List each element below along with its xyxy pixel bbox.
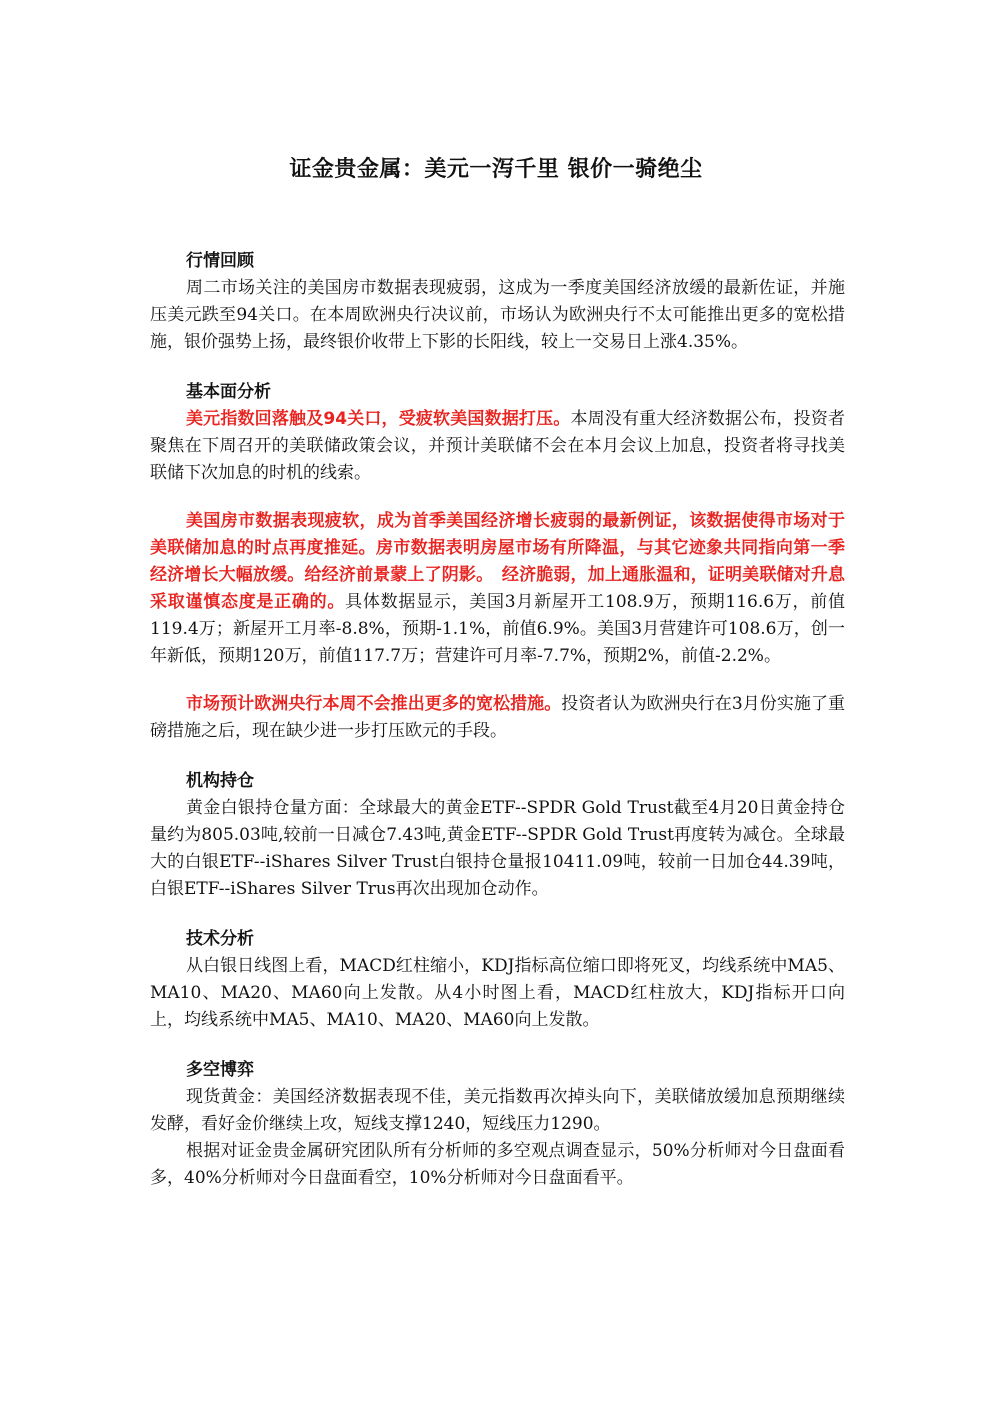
highlight-text: 美国房市数据表现疲软，成为首季美国经济增长疲弱的最新例证，该数据使得市场对于美联储加息的时点再度推延。房市数据表明房屋市场有所降温，与其它迹象共同指向第一季经济增长大幅放缓。给经济前景蒙上了阴影。 经济脆弱，加上通胀温和，证明美联储对升息采取谨慎态度是正确的。 xyxy=(150,511,845,612)
paragraph-positions: 黄金白银持仓量方面：全球最大的黄金ETF--SPDR Gold Trust截至4月20日黄金持仓量约为805.03吨,较前一日减仓7.43吨,黄金ETF--SPDR Gold Trust再度转为减仓。全球最大的白银ETF--iShares Silver Trust白银持仓量报10411.09吨，较前一日加仓44.39吨，白银ETF--iShares Silver Trus再次出现加仓动作。 xyxy=(150,798,845,899)
section-fundamental xyxy=(150,379,845,745)
document-title: 证金贵金属：美元一泻千里 银价一骑绝尘 xyxy=(289,157,703,182)
section-heading-positions: 机构持仓 xyxy=(186,771,254,791)
paragraph-review: 周二市场关注的美国房市数据表现疲弱，这成为一季度美国经济放缓的最新佐证，并施压美元跌至94关口。在本周欧洲央行决议前，市场认为欧洲央行不太可能推出更多的宽松措施，银价强势上扬，最终银价收带上下影的长阳线，较上一交易日上涨4.35%。 xyxy=(150,278,845,352)
body-text: 具体数据显示，美国3月新屋开工108.9万，预期116.6万，前值119.4万；新屋开工月率-8.8%，预期-1.1%，前值6.9%。美国3月营建许可108.6万，创一年新低，预期120万，前值117.7万；营建许可月率-7.7%，预期2%，前值-2.2%。 xyxy=(150,592,845,666)
section-heading-technical: 技术分析 xyxy=(186,929,254,949)
section-market-review xyxy=(150,248,845,356)
body-text: 投资者认为欧洲央行在3月份实施了重磅措施之后，现在缺少进一步打压欧元的手段。 xyxy=(150,694,845,741)
body-text: 本周没有重大经济数据公布，投资者聚焦在下周召开的美联储政策会议，并预计美联储不会在本月会议上加息，投资者将寻找美联储下次加息的时机的线索。 xyxy=(150,409,846,483)
section-heading-review: 行情回顾 xyxy=(186,251,254,271)
paragraph-fundamental-1 xyxy=(150,406,845,487)
paragraph-fundamental-2 xyxy=(150,508,845,670)
highlight-text: 市场预计欧洲央行本周不会推出更多的宽松措施。 xyxy=(186,694,562,714)
document-body xyxy=(150,248,845,1192)
section-long-short xyxy=(150,1057,845,1192)
paragraph-spot-gold: 现货黄金：美国经济数据表现不佳，美元指数再次掉头向下，美联储放缓加息预期继续发酵，看好金价继续上攻，短线支撑1240，短线压力1290。 xyxy=(150,1087,845,1134)
paragraph-technical: 从白银日线图上看，MACD红柱缩小，KDJ指标高位缩口即将死叉，均线系统中MA5、MA10、MA20、MA60向上发散。从4小时图上看，MACD红柱放大，KDJ指标开口向上，均线系统中MA5、MA10、MA20、MA60向上发散。 xyxy=(150,956,845,1030)
paragraph-fundamental-3 xyxy=(150,691,845,745)
section-technical xyxy=(150,926,845,1034)
section-heading-long-short: 多空博弈 xyxy=(186,1060,254,1080)
highlight-text: 美元指数回落触及94关口，受疲软美国数据打压。 xyxy=(186,409,571,429)
section-positions xyxy=(150,768,845,903)
paragraph-analyst-survey: 根据对证金贵金属研究团队所有分析师的多空观点调查显示，50%分析师对今日盘面看多，40%分析师对今日盘面看空，10%分析师对今日盘面看平。 xyxy=(150,1141,845,1188)
section-heading-fundamental: 基本面分析 xyxy=(186,382,271,402)
